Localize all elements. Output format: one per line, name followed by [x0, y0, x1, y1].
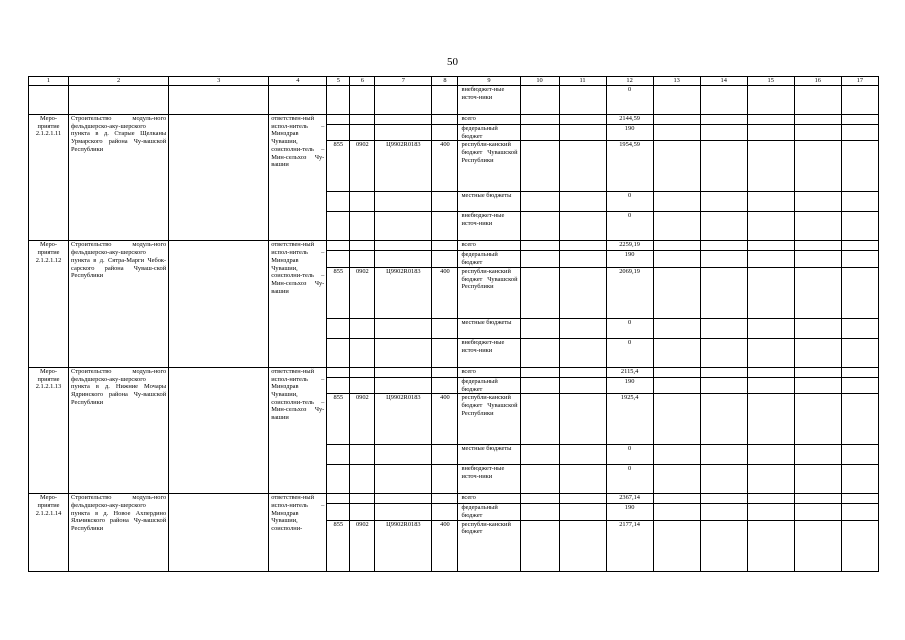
year-empty-cell	[794, 338, 841, 367]
amount: 2069,19	[606, 267, 653, 318]
code-empty-cell	[327, 192, 350, 212]
year-empty-cell	[653, 377, 700, 393]
year-empty-cell	[841, 241, 878, 251]
year-empty-cell	[520, 241, 559, 251]
code-empty-cell	[375, 212, 432, 241]
code-empty-cell	[375, 504, 432, 520]
code-empty-cell	[375, 367, 432, 377]
code-empty-cell	[350, 115, 375, 125]
carryover-row	[29, 86, 879, 115]
amount: 0	[606, 465, 653, 494]
measure-executor: ответствен-ный испол-нитель – Минздрав Чувашии, соисполни-тель – Мин-сельхоз Чу-вашии	[269, 367, 327, 493]
funding-source: всего	[458, 115, 520, 125]
year-empty-cell	[794, 115, 841, 125]
grbs-code: 855	[327, 520, 350, 571]
year-empty-cell	[841, 445, 878, 465]
grbs-code: 855	[327, 141, 350, 192]
measure-col3-cell	[169, 367, 269, 493]
code-empty-cell	[432, 115, 458, 125]
funding-source: внебюджет-ные источ-ники	[458, 465, 520, 494]
year-empty-cell	[559, 338, 606, 367]
year-empty-cell	[653, 251, 700, 267]
year-empty-cell	[653, 192, 700, 212]
year-empty-cell	[520, 520, 559, 571]
funding-source: внебюджет-ные источ-ники	[458, 338, 520, 367]
column-number: 16	[794, 77, 841, 86]
year-empty-cell	[794, 394, 841, 445]
rzpr-code: 0902	[350, 267, 375, 318]
measure-row	[29, 241, 879, 251]
funding-source: республи-канский бюджет Чувашской Республики	[458, 267, 520, 318]
carryover-empty-cell	[794, 86, 841, 115]
amount: 0	[606, 192, 653, 212]
measure-row	[29, 494, 879, 504]
year-empty-cell	[653, 494, 700, 504]
measure-name: Строительство модуль-ного фельдшерско-аку-шерского пункта в д. Сятра-Марги Чебок-сарского района Чуваш-ской Республики	[69, 241, 169, 367]
code-empty-cell	[350, 338, 375, 367]
year-empty-cell	[747, 377, 794, 393]
year-empty-cell	[520, 267, 559, 318]
measure-executor: ответствен-ный испол-нитель – Минздрав Чувашии, соисполни-тель – Мин-сельхоз Чу-вашии	[269, 241, 327, 367]
code-empty-cell	[375, 192, 432, 212]
year-empty-cell	[559, 504, 606, 520]
carryover-empty-cell	[350, 86, 375, 115]
column-number: 1	[29, 77, 69, 86]
year-empty-cell	[794, 504, 841, 520]
year-empty-cell	[520, 465, 559, 494]
year-empty-cell	[841, 192, 878, 212]
year-empty-cell	[747, 241, 794, 251]
year-empty-cell	[653, 394, 700, 445]
column-number-row	[29, 77, 879, 86]
year-empty-cell	[653, 338, 700, 367]
amount: 190	[606, 504, 653, 520]
carryover-empty-cell	[841, 86, 878, 115]
year-empty-cell	[559, 445, 606, 465]
year-empty-cell	[747, 318, 794, 338]
amount: 190	[606, 377, 653, 393]
year-empty-cell	[700, 394, 747, 445]
code-empty-cell	[432, 377, 458, 393]
year-empty-cell	[653, 367, 700, 377]
year-empty-cell	[559, 520, 606, 571]
code-empty-cell	[432, 241, 458, 251]
code-empty-cell	[432, 318, 458, 338]
vr-code: 400	[432, 141, 458, 192]
amount: 2259,19	[606, 241, 653, 251]
year-empty-cell	[559, 192, 606, 212]
year-empty-cell	[520, 192, 559, 212]
code-empty-cell	[327, 125, 350, 141]
year-empty-cell	[559, 394, 606, 445]
year-empty-cell	[700, 504, 747, 520]
code-empty-cell	[432, 338, 458, 367]
carryover-empty-cell	[327, 86, 350, 115]
measure-row	[29, 115, 879, 125]
code-empty-cell	[375, 318, 432, 338]
funding-source: федеральный бюджет	[458, 125, 520, 141]
column-number: 2	[69, 77, 169, 86]
year-empty-cell	[747, 267, 794, 318]
year-empty-cell	[520, 338, 559, 367]
year-empty-cell	[559, 377, 606, 393]
year-empty-cell	[747, 115, 794, 125]
year-empty-cell	[559, 115, 606, 125]
csr-code: Ц9902R0183	[375, 394, 432, 445]
amount: 2144,59	[606, 115, 653, 125]
year-empty-cell	[747, 141, 794, 192]
year-empty-cell	[520, 394, 559, 445]
year-empty-cell	[841, 338, 878, 367]
year-empty-cell	[841, 504, 878, 520]
measure-row	[29, 367, 879, 377]
year-empty-cell	[794, 318, 841, 338]
year-empty-cell	[520, 212, 559, 241]
funding-source: республи-канский бюджет	[458, 520, 520, 571]
vr-code: 400	[432, 394, 458, 445]
year-empty-cell	[700, 465, 747, 494]
rzpr-code: 0902	[350, 141, 375, 192]
funding-source: федеральный бюджет	[458, 377, 520, 393]
code-empty-cell	[350, 445, 375, 465]
column-number: 9	[458, 77, 520, 86]
funding-source: республи-канский бюджет Чувашской Республики	[458, 394, 520, 445]
year-empty-cell	[700, 367, 747, 377]
year-empty-cell	[794, 377, 841, 393]
code-empty-cell	[432, 212, 458, 241]
column-number: 13	[653, 77, 700, 86]
code-empty-cell	[375, 465, 432, 494]
year-empty-cell	[559, 465, 606, 494]
csr-code: Ц9902R0183	[375, 267, 432, 318]
year-empty-cell	[794, 520, 841, 571]
code-empty-cell	[432, 367, 458, 377]
page-number: 50	[447, 56, 458, 68]
code-empty-cell	[432, 251, 458, 267]
year-empty-cell	[700, 520, 747, 571]
rzpr-code: 0902	[350, 394, 375, 445]
column-number: 4	[269, 77, 327, 86]
amount: 0	[606, 338, 653, 367]
year-empty-cell	[700, 141, 747, 192]
year-empty-cell	[747, 445, 794, 465]
code-empty-cell	[327, 494, 350, 504]
code-empty-cell	[350, 318, 375, 338]
funding-source: федеральный бюджет	[458, 251, 520, 267]
year-empty-cell	[559, 212, 606, 241]
column-number: 10	[520, 77, 559, 86]
column-number: 8	[432, 77, 458, 86]
year-empty-cell	[794, 445, 841, 465]
measure-code: Меро-приятие 2.1.2.1.12	[29, 241, 69, 367]
measure-executor: ответствен-ный испол-нитель – Минздрав Чувашии, соисполни-тель – Мин-сельхоз Чу-вашии	[269, 115, 327, 241]
code-empty-cell	[375, 377, 432, 393]
funding-source: местные бюджеты	[458, 192, 520, 212]
code-empty-cell	[350, 251, 375, 267]
column-number: 7	[375, 77, 432, 86]
column-number: 11	[559, 77, 606, 86]
code-empty-cell	[327, 115, 350, 125]
code-empty-cell	[375, 115, 432, 125]
year-empty-cell	[700, 115, 747, 125]
carryover-empty-cell	[375, 86, 432, 115]
measure-name: Строительство модуль-ного фельдшерско-аку-шерского пункта в д. Новое Ахпердино Яльчикского района Чу-вашской Республики	[69, 494, 169, 571]
funding-source: внебюджет-ные источ-ники	[458, 212, 520, 241]
code-empty-cell	[375, 494, 432, 504]
code-empty-cell	[350, 504, 375, 520]
amount: 190	[606, 125, 653, 141]
funding-source: местные бюджеты	[458, 318, 520, 338]
code-empty-cell	[350, 241, 375, 251]
carryover-empty-cell	[653, 86, 700, 115]
code-empty-cell	[350, 212, 375, 241]
year-empty-cell	[841, 394, 878, 445]
year-empty-cell	[559, 125, 606, 141]
year-empty-cell	[653, 125, 700, 141]
rzpr-code: 0902	[350, 520, 375, 571]
year-empty-cell	[520, 504, 559, 520]
amount: 1925,4	[606, 394, 653, 445]
year-empty-cell	[520, 125, 559, 141]
funding-source: республи-канский бюджет Чувашской Республики	[458, 141, 520, 192]
year-empty-cell	[794, 192, 841, 212]
code-empty-cell	[350, 494, 375, 504]
year-empty-cell	[559, 318, 606, 338]
code-empty-cell	[432, 494, 458, 504]
code-empty-cell	[327, 318, 350, 338]
year-empty-cell	[559, 267, 606, 318]
year-empty-cell	[520, 445, 559, 465]
year-empty-cell	[520, 251, 559, 267]
grbs-code: 855	[327, 394, 350, 445]
funding-source: местные бюджеты	[458, 445, 520, 465]
amount: 190	[606, 251, 653, 267]
funding-source: всего	[458, 494, 520, 504]
code-empty-cell	[432, 504, 458, 520]
year-empty-cell	[841, 125, 878, 141]
column-number: 12	[606, 77, 653, 86]
code-empty-cell	[350, 192, 375, 212]
column-number: 17	[841, 77, 878, 86]
year-empty-cell	[747, 494, 794, 504]
code-empty-cell	[327, 241, 350, 251]
year-empty-cell	[653, 445, 700, 465]
measure-col3-cell	[169, 241, 269, 367]
year-empty-cell	[747, 367, 794, 377]
code-empty-cell	[375, 241, 432, 251]
year-empty-cell	[794, 367, 841, 377]
code-empty-cell	[327, 377, 350, 393]
code-empty-cell	[327, 367, 350, 377]
year-empty-cell	[700, 125, 747, 141]
year-empty-cell	[794, 465, 841, 494]
year-empty-cell	[841, 318, 878, 338]
year-empty-cell	[653, 465, 700, 494]
year-empty-cell	[653, 504, 700, 520]
year-empty-cell	[700, 267, 747, 318]
measure-name: Строительство модуль-ного фельдшерско-аку-шерского пункта в д. Старые Щелканы Урмарского района Чу-вашской Республики	[69, 115, 169, 241]
year-empty-cell	[653, 241, 700, 251]
year-empty-cell	[794, 494, 841, 504]
program-table	[28, 76, 879, 572]
code-empty-cell	[375, 445, 432, 465]
year-empty-cell	[559, 494, 606, 504]
year-empty-cell	[653, 318, 700, 338]
carryover-empty-cell	[29, 86, 69, 115]
funding-source: внебюджет-ные источ-ники	[458, 86, 520, 115]
year-empty-cell	[747, 338, 794, 367]
grbs-code: 855	[327, 267, 350, 318]
year-empty-cell	[747, 125, 794, 141]
year-empty-cell	[841, 251, 878, 267]
year-empty-cell	[653, 212, 700, 241]
code-empty-cell	[350, 125, 375, 141]
year-empty-cell	[794, 267, 841, 318]
csr-code: Ц9902R0183	[375, 141, 432, 192]
carryover-empty-cell	[432, 86, 458, 115]
year-empty-cell	[794, 241, 841, 251]
year-empty-cell	[520, 318, 559, 338]
year-empty-cell	[747, 465, 794, 494]
year-empty-cell	[841, 267, 878, 318]
code-empty-cell	[327, 445, 350, 465]
code-empty-cell	[375, 125, 432, 141]
year-empty-cell	[794, 212, 841, 241]
column-number: 15	[747, 77, 794, 86]
year-empty-cell	[559, 141, 606, 192]
code-empty-cell	[350, 465, 375, 494]
column-number: 3	[169, 77, 269, 86]
year-empty-cell	[520, 115, 559, 125]
funding-source: всего	[458, 367, 520, 377]
code-empty-cell	[350, 367, 375, 377]
measure-executor: ответствен-ный испол-нитель – Минздрав Чувашии, соисполни-	[269, 494, 327, 571]
year-empty-cell	[653, 141, 700, 192]
year-empty-cell	[747, 212, 794, 241]
column-number: 14	[700, 77, 747, 86]
year-empty-cell	[747, 251, 794, 267]
year-empty-cell	[794, 251, 841, 267]
measure-name: Строительство модуль-ного фельдшерско-аку-шерского пункта в д. Нижние Мочары Ядринского района Чу-вашской Республики	[69, 367, 169, 493]
year-empty-cell	[520, 377, 559, 393]
csr-code: Ц9902R0183	[375, 520, 432, 571]
year-empty-cell	[841, 367, 878, 377]
year-empty-cell	[520, 141, 559, 192]
code-empty-cell	[327, 465, 350, 494]
carryover-empty-cell	[269, 86, 327, 115]
year-empty-cell	[841, 465, 878, 494]
funding-source: федеральный бюджет	[458, 504, 520, 520]
year-empty-cell	[700, 338, 747, 367]
code-empty-cell	[375, 338, 432, 367]
year-empty-cell	[747, 504, 794, 520]
carryover-empty-cell	[747, 86, 794, 115]
carryover-empty-cell	[169, 86, 269, 115]
year-empty-cell	[747, 520, 794, 571]
vr-code: 400	[432, 520, 458, 571]
year-empty-cell	[700, 494, 747, 504]
amount: 0	[606, 445, 653, 465]
year-empty-cell	[653, 115, 700, 125]
year-empty-cell	[841, 377, 878, 393]
year-empty-cell	[700, 377, 747, 393]
year-empty-cell	[700, 192, 747, 212]
code-empty-cell	[327, 504, 350, 520]
code-empty-cell	[432, 192, 458, 212]
year-empty-cell	[559, 251, 606, 267]
code-empty-cell	[350, 377, 375, 393]
measure-col3-cell	[169, 494, 269, 571]
code-empty-cell	[432, 125, 458, 141]
amount: 1954,59	[606, 141, 653, 192]
amount: 0	[606, 212, 653, 241]
year-empty-cell	[520, 367, 559, 377]
measure-code: Меро-приятие 2.1.2.1.13	[29, 367, 69, 493]
column-number: 6	[350, 77, 375, 86]
year-empty-cell	[653, 520, 700, 571]
year-empty-cell	[700, 445, 747, 465]
code-empty-cell	[375, 251, 432, 267]
measure-code: Меро-приятие 2.1.2.1.11	[29, 115, 69, 241]
column-number: 5	[327, 77, 350, 86]
carryover-empty-cell	[700, 86, 747, 115]
year-empty-cell	[559, 367, 606, 377]
code-empty-cell	[432, 445, 458, 465]
amount: 0	[606, 318, 653, 338]
year-empty-cell	[841, 520, 878, 571]
year-empty-cell	[700, 318, 747, 338]
year-empty-cell	[559, 241, 606, 251]
year-empty-cell	[700, 251, 747, 267]
year-empty-cell	[747, 192, 794, 212]
amount: 2115,4	[606, 367, 653, 377]
amount: 2177,14	[606, 520, 653, 571]
year-empty-cell	[700, 241, 747, 251]
year-empty-cell	[700, 212, 747, 241]
year-empty-cell	[520, 494, 559, 504]
year-empty-cell	[841, 115, 878, 125]
year-empty-cell	[841, 212, 878, 241]
year-empty-cell	[747, 394, 794, 445]
year-empty-cell	[841, 494, 878, 504]
carryover-empty-cell	[69, 86, 169, 115]
code-empty-cell	[327, 212, 350, 241]
year-empty-cell	[653, 267, 700, 318]
vr-code: 400	[432, 267, 458, 318]
year-empty-cell	[794, 141, 841, 192]
carryover-empty-cell	[559, 86, 606, 115]
code-empty-cell	[432, 465, 458, 494]
funding-source: всего	[458, 241, 520, 251]
measure-col3-cell	[169, 115, 269, 241]
carryover-empty-cell	[520, 86, 559, 115]
code-empty-cell	[327, 251, 350, 267]
amount: 2367,14	[606, 494, 653, 504]
measure-code: Меро-приятие 2.1.2.1.14	[29, 494, 69, 571]
year-empty-cell	[841, 141, 878, 192]
amount: 0	[606, 86, 653, 115]
year-empty-cell	[794, 125, 841, 141]
code-empty-cell	[327, 338, 350, 367]
